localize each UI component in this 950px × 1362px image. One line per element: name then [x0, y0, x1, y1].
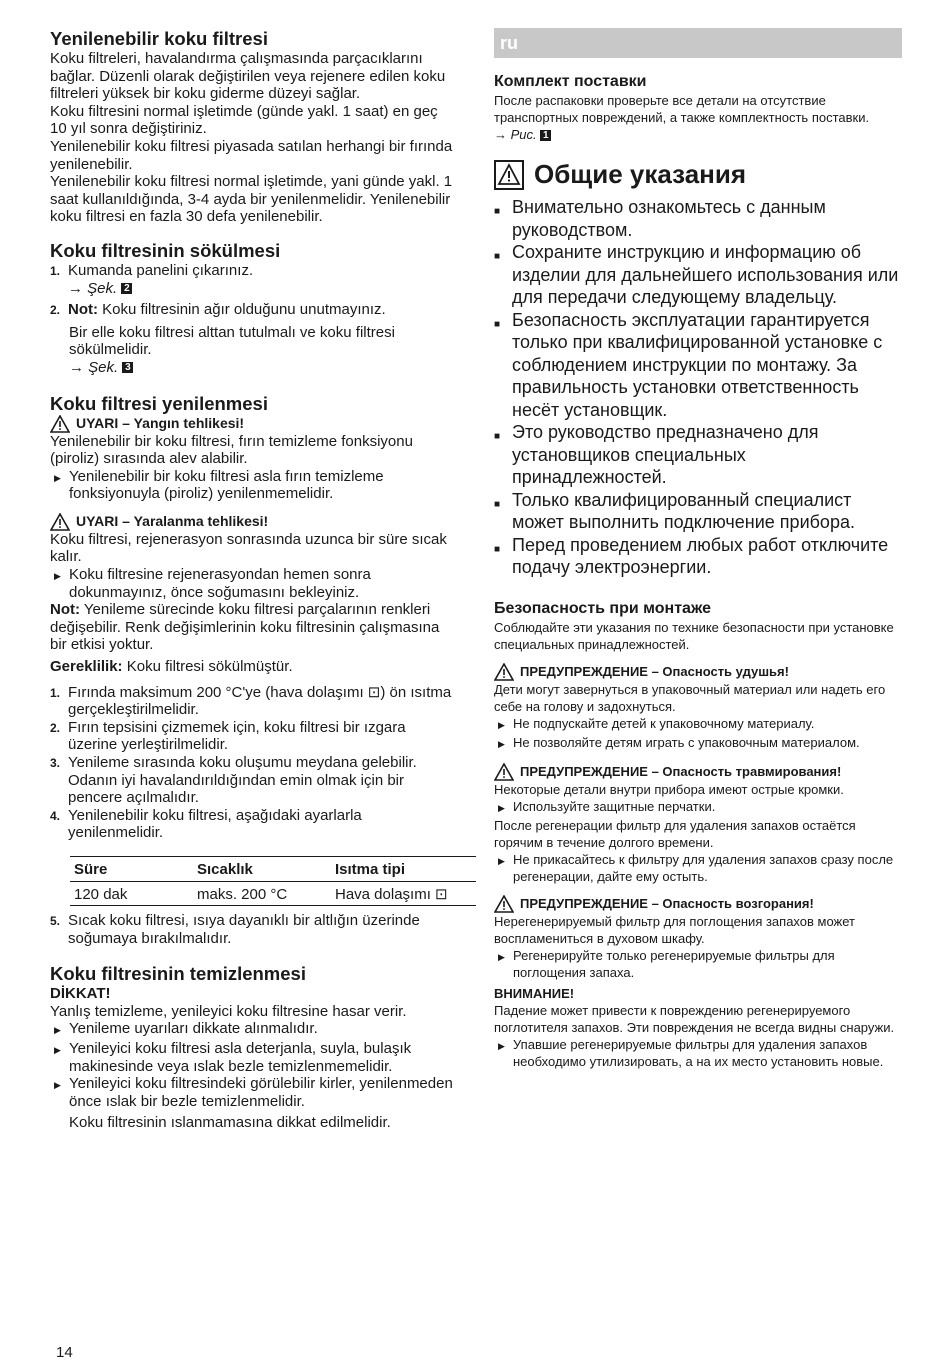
paragraph: После регенерации фильтр для удаления запахов остаётся горячим в течение долгого времени. — [494, 817, 856, 850]
paragraph: Koku filtresinin ıslanmamasına dikkat edilmelidir. — [69, 1114, 391, 1132]
warning-triangle-icon — [494, 763, 514, 781]
bullet-text: Внимательно ознакомьтесь с данным руководством. — [512, 197, 826, 240]
figure-number-badge: 1 — [540, 130, 551, 141]
step-number: 2. — [50, 303, 61, 318]
list-item — [494, 309, 902, 422]
paragraph: Koku filtresi, rejenerasyon sonrasında uzunca bir süre sıcak kalır. — [50, 530, 447, 566]
bullet-text: Используйте защитные перчатки. — [513, 798, 716, 814]
warning-heading — [50, 513, 458, 531]
bullet-text: Не прикасайтесь к фильтру для удаления запахов сразу после регенерации, дайте ему остыть. — [513, 851, 894, 884]
warning-icon — [494, 160, 524, 190]
figure-reference: → Şek. — [69, 358, 119, 376]
bullet-text: Только квалифицированный специалист может выполнить подключение прибора. — [512, 489, 855, 532]
note-text: Yenileme sürecinde koku filtresi parçalarının renkleri değişebilir. Renk değişimlerinin koku filtresinin çalışmasına bir etkisi yoktur. — [50, 601, 440, 654]
list-item — [50, 468, 458, 503]
paragraph: Некоторые детали внутри прибора имеют острые кромки. — [494, 781, 844, 797]
bullet-icon: ▶ — [54, 1080, 61, 1091]
bullet-icon: ▶ — [54, 472, 61, 483]
bullet-icon: ▶ — [54, 1044, 61, 1055]
left-column — [50, 28, 458, 1132]
bullet-icon: ▶ — [498, 802, 505, 813]
step-text: Bir elle koku filtresi alttan tutulmalı ve koku filtresi sökülmelidir. — [69, 323, 395, 359]
step-text: Koku filtresinin ağır olduğunu unutmayınız. — [102, 301, 386, 319]
list-item — [494, 715, 902, 734]
list-item — [50, 754, 458, 807]
list-item — [494, 734, 902, 753]
warning-title: ПРЕДУПРЕЖДЕНИЕ – Опасность удушья! — [520, 664, 789, 679]
bullet-text: Сохраните инструкцию и информацию об изделии для дальнейшего использования или для передачи следующему владельцу. — [512, 242, 899, 307]
note-paragraph — [50, 601, 458, 654]
paragraph: Соблюдайте эти указания по технике безопасности при установке специальных принадлежностей. — [494, 619, 894, 652]
table-cell: maks. 200 °C — [197, 885, 288, 903]
requirement-label: Gereklilik: — [50, 658, 123, 676]
bullet-text: Перед проведением любых работ отключите подачу электроэнергии. — [512, 534, 889, 577]
right-column — [494, 28, 902, 1070]
paragraph: Дети могут завернуться в упаковочный материал или надеть его себе на голову и задохнуться. — [494, 681, 886, 714]
bullet-icon: ▶ — [498, 738, 505, 749]
note-label: Not: — [50, 601, 80, 619]
bullet-text: Это руководство предназначено для установщиков специальных принадлежностей. — [512, 422, 819, 487]
paragraph: Yanlış temizleme, yenileyici koku filtresine hasar verir. — [50, 1002, 407, 1020]
list-item — [50, 912, 458, 947]
bullet-icon: ▶ — [498, 719, 505, 730]
paragraph: Koku filtresini normal işletimde (günde yakl. 1 saat) en geç 10 yıl sonra değiştiriniz. — [50, 102, 438, 138]
bullet-icon: ▶ — [498, 951, 505, 962]
heading-text: Общие указания — [534, 159, 747, 189]
section-title: Koku filtresinin sökülmesi — [50, 239, 281, 261]
page-number: 14 — [56, 1344, 73, 1361]
paragraph: После распаковки проверьте все детали на отсутствие транспортных повреждений, а также комплектность поставки. — [494, 93, 870, 125]
section-title: Безопасность при монтаже — [494, 599, 711, 617]
list-item — [494, 534, 902, 579]
step-number: 3. — [50, 756, 61, 770]
table-header: Süre — [70, 856, 193, 881]
step-text: Yenileme sırasında koku oluşumu meydana gelebilir. Odanın iyi havalandırıldığından emin olmak için bir pencere açılmalıdır. — [68, 754, 417, 807]
section-title: Koku filtresinin temizlenmesi — [50, 963, 306, 985]
figure-number-badge: 2 — [121, 283, 132, 294]
step-text: Yenilenebilir koku filtresi, aşağıdaki ayarlarla yenilenmelidir. — [68, 806, 362, 842]
figure-number-badge: 3 — [122, 362, 133, 373]
steps-list — [50, 684, 458, 842]
list-item — [50, 301, 458, 320]
settings-table — [70, 856, 476, 906]
table-header-row — [70, 856, 476, 881]
bullet-icon: ▶ — [498, 855, 505, 866]
list-item — [50, 1075, 458, 1110]
table-cell: 120 dak — [74, 885, 128, 903]
caution-label: DİKKAT! — [50, 985, 111, 1003]
table-header: Sıcaklık — [193, 856, 331, 881]
bullet-icon: ▶ — [54, 571, 61, 582]
step-number: 1. — [50, 685, 61, 700]
step-number: 2. — [50, 720, 61, 735]
bullet-text: Yenileyici koku filtresi asla deterjanla, suyla, bulaşık makinesinde veya ıslak bezle temizlenmemelidir. — [69, 1039, 412, 1075]
list-item — [494, 947, 902, 981]
list-item-continuation — [50, 324, 458, 377]
caution-label: ВНИМАНИЕ! — [494, 985, 575, 1001]
step-number: 1. — [50, 263, 61, 278]
paragraph: Yenilenebilir koku filtresi normal işletimde, yani günde yakl. 1 saat kullanıldığında, 3-4 ayda bir yenilenmelidir. Yenilenebilir koku filtresi en fazla 30 defa yenilenebilir. — [50, 173, 453, 226]
list-item — [50, 807, 458, 842]
bullet-icon: ■ — [494, 498, 501, 510]
bullet-icon: ■ — [494, 251, 501, 262]
warning-triangle-icon — [50, 513, 70, 531]
paragraph: Yenilenebilir koku filtresi piyasada satılan herhangi bir fırında yenilenebilir. — [50, 137, 453, 173]
paragraph: Падение может привести к повреждению регенерируемого поглотителя запахов. Эти повреждения не всегда видны снаружи. — [494, 1002, 895, 1035]
bullet-icon: ■ — [494, 431, 501, 442]
list-item — [50, 719, 458, 754]
table-cell: Hava dolaşımı ⊡ — [335, 885, 448, 903]
bullet-icon: ▶ — [54, 1025, 61, 1036]
list-item — [494, 851, 902, 885]
list-item — [494, 1036, 902, 1070]
warning-heading — [50, 415, 458, 433]
list-item — [494, 241, 902, 309]
bullet-text: Не позволяйте детям играть с упаковочным материалом. — [513, 734, 860, 750]
paragraph: Нерегенерируемый фильтр для поглощения запахов может воспламениться в духовом шкафу. — [494, 913, 855, 946]
bullet-text: Регенерируйте только регенерируемые фильтры для поглощения запаха. — [513, 947, 835, 980]
list-item — [494, 421, 902, 489]
figure-reference: → Рис. — [494, 127, 537, 142]
main-heading — [494, 159, 902, 190]
bullet-text: Koku filtresine rejenerasyondan hemen sonra dokunmayınız, önce soğumasını bekleyiniz. — [69, 566, 371, 601]
warning-title: ПРЕДУПРЕЖДЕНИЕ – Опасность возгорания! — [520, 896, 814, 911]
bullet-text: Упавшие регенерируемые фильтры для удаления запахов необходимо утилизировать, а на их место установить новые. — [513, 1036, 884, 1069]
step-text: Sıcak koku filtresi, ısıya dayanıklı bir altlığın üzerinde soğumaya bırakılmalıdır. — [68, 911, 420, 947]
figure-reference: → Şek. — [68, 279, 118, 297]
table-row — [70, 881, 476, 905]
warning-title: UYARI – Yangın tehlikesi! — [76, 414, 245, 431]
language-tab: ru — [494, 28, 902, 58]
bullet-text: Не подпускайте детей к упаковочному материалу. — [513, 715, 815, 731]
step-text: Fırın tepsisini çizmemek için, koku filtresi bir ızgara üzerine yerleştirilmelidir. — [68, 718, 406, 754]
warning-heading — [494, 895, 902, 913]
note-label: Not: — [68, 301, 98, 319]
figure-reference-line — [494, 126, 902, 143]
warning-triangle-icon — [494, 663, 514, 681]
paragraph: Koku filtreleri, havalandırma çalışmasında parçacıklarını bağlar. Düzenli olarak değiştirilen veya rejenere edilen koku filtreleri yüksek bir koku giderme düzeyi sağlar. — [50, 50, 446, 103]
step-number: 4. — [50, 808, 61, 823]
list-item — [494, 798, 902, 817]
steps-list — [50, 262, 458, 377]
warning-heading — [494, 663, 902, 681]
bullet-icon: ■ — [494, 543, 501, 555]
bullet-text: Безопасность эксплуатации гарантируется только при квалифицированной установке с соблюдением инструкции по монтажу. За правильность установки ответственность несёт установщик. — [512, 309, 883, 420]
step-number: 5. — [50, 913, 61, 928]
warning-triangle-icon — [494, 895, 514, 913]
step-text: Kumanda panelini çıkarınız. — [68, 261, 254, 279]
bullet-icon: ▶ — [498, 1040, 505, 1051]
list-item — [494, 196, 902, 241]
list-item — [494, 489, 902, 534]
bullet-icon: ■ — [494, 318, 501, 330]
bullet-icon: ■ — [494, 206, 501, 217]
bullet-text: Yenilenebilir bir koku filtresi asla fırın temizleme fonksiyonuyla (piroliz) yenilenmemelidir. — [69, 467, 384, 503]
bullet-text: Yenileme uyarıları dikkate alınmalıdır. — [69, 1020, 318, 1038]
list-item — [50, 566, 458, 601]
requirement-paragraph — [50, 658, 458, 676]
step-text: Fırında maksimum 200 °C'ye (hava dolaşımı ⊡) ön ısıtma gerçekleştirilmelidir. — [68, 683, 452, 719]
warning-title: UYARI – Yaralanma tehlikesi! — [76, 513, 269, 530]
warning-triangle-icon — [50, 415, 70, 433]
paragraph: Yenilenebilir bir koku filtresi, fırın temizleme fonksiyonu (piroliz) sırasında alev alabilir. — [50, 432, 413, 468]
section-title: Koku filtresi yenilenmesi — [50, 392, 268, 414]
bullet-text: Yenileyici koku filtresindeki görülebilir kirler, yenilenmeden önce ıslak bir bezle temizlenmelidir. — [69, 1075, 453, 1110]
list-item — [50, 684, 458, 719]
table-header: Isıtma tipi — [331, 856, 476, 881]
warning-heading — [494, 763, 902, 781]
list-item — [50, 262, 458, 297]
section-title: Комплект поставки — [494, 73, 647, 90]
warning-title: ПРЕДУПРЕЖДЕНИЕ – Опасность травмирования! — [520, 764, 842, 779]
section-title: Yenilenebilir koku filtresi — [50, 28, 268, 49]
list-item — [50, 1040, 458, 1075]
requirement-text: Koku filtresi sökülmüştür. — [126, 658, 293, 676]
list-item — [50, 1020, 458, 1040]
